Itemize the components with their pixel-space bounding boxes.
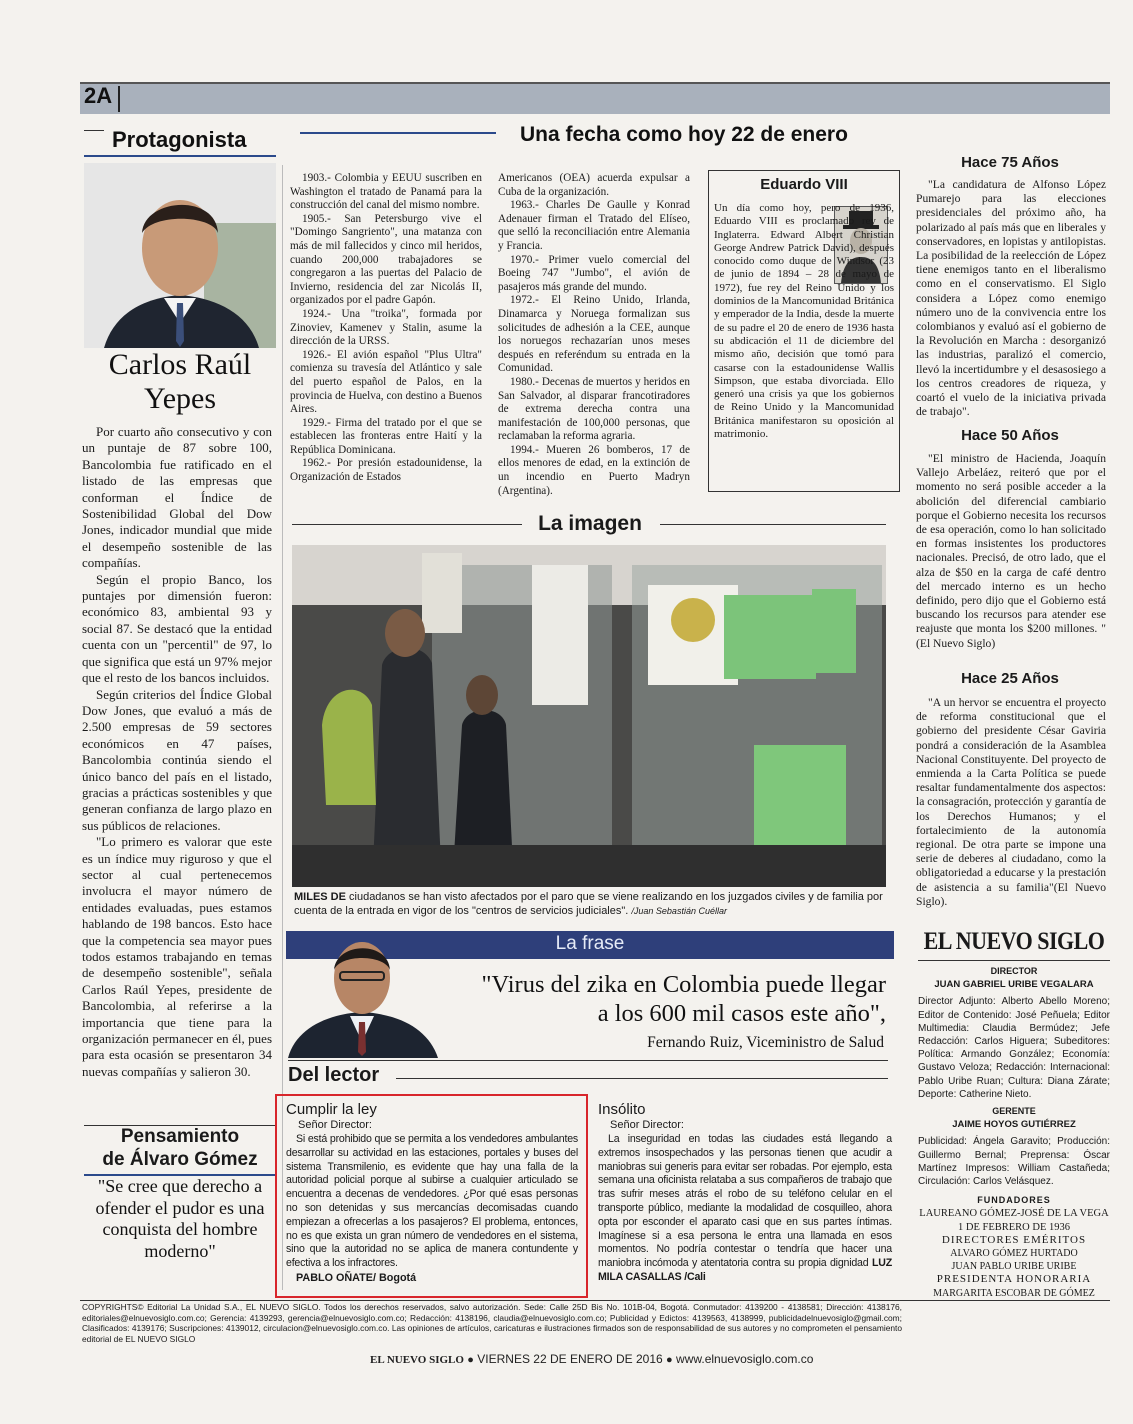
fecha-title-rule [300,132,496,134]
letter1-salutation: Señor Director: [298,1119,372,1131]
efemeride: 1970.- Primer vuelo comercial del Boeing 747 "Jumbo", el avión de pasajeros más grande del mundo. [498,253,690,293]
letter1-signature: PABLO OÑATE/ Bogotá [296,1272,417,1284]
fecha-col1 [290,172,482,485]
efemeride: Americanos (OEA) acuerda expulsar a Cuba de la organización. [498,172,690,198]
frase-bottom-rule [288,1060,888,1061]
protagonista-paragraph: Según el propio Banco, los puntajes por dimensión fueron: económico 83, ambiental 93 y social 87. Se destacó que la entidad cuenta con un "percentil" de 97, lo que significa que está un 97% mejor que el resto de los bancos incluidos. [82,571,272,686]
letter1-title: Cumplir la ley [286,1101,377,1118]
fecha-title: Una fecha como hoy 22 de enero [520,123,848,146]
protagonista-paragraph: "Lo primero es valorar que este es un índice muy riguroso y que el sector al cual pertenecemos involucra el mayor número de entidades evaluadas, pues estamos hablando de 198 bancos. Esto hace que la competencia sea mayor pues todos estamos trabajando en temas de desempeño sostenible", señala Carlos Raúl Yepes, presidente de Bancolombia, al referirse a la importancia que tiene para la organización permanecer en él, pues para esta ocasión se presentaron 34 nuevas compañías y salieron 30. [82,834,272,1079]
letter1-body: Si está prohibido que se permita a los vendedores ambulantes desarrollar su actividad en las estaciones, portales y buses del sistema Transmilenio, es evidente que hay una falla de la autoridad policial porque al subirse a cualquier articulado se encuentra a decenas de vendedores. ¿Por qué esas personas no son detenidas y sus mercancías decomisadas cuando empiezan a ofrecerlas a los pasajeros? El problema, entonces, no es que exista un gran número de vendedores en el sistema, sino que la autoridad no se aplica de manera contundente y efectiva a los infractores. [286,1133,578,1270]
protagonista-photo [84,163,276,348]
hace75-title: Hace 75 Años [961,154,1059,171]
page-number: 2A [84,83,113,108]
staff-block [918,965,1110,1300]
emerito1: ALVARO GÓMEZ HURTADO [950,1248,1078,1260]
folio [370,1352,850,1366]
photo-credit: /Juan Sebastián Cuéllar [631,905,727,916]
pensamiento-title-line2: de Álvaro Gómez [102,1149,258,1170]
page-header-band [80,82,1110,114]
protagonista-title-rule [84,155,276,157]
lector-rule [396,1078,888,1079]
emerito2: JUAN PABLO URIBE URIBE [951,1261,1077,1273]
letter2-text: La inseguridad en todas las ciudades está llegando a extremos insospechados y las personas tienen que acudir a maniobras sui generis para evitar ser robadas. Por ejemplo, esta semana una oficinista relataba a sus compañeros de trabajo que tras sufrir meses atrás el robo de su teléfono celular en el transporte público, mediante la modalidad de cosquilleo, ahora opta por esconder el aparato casi que en sus partes íntimas. Imagínese si a esa persona le entra una llamada en esos momentos. No podría contestar o tendría que hacer una maniobra incómoda y atentatoria contra su propia dignidad [598,1133,892,1270]
pensamiento-title-line1: Pensamiento [120,1126,240,1147]
honoraria-name: MARGARITA ESCOBAR DE GÓMEZ [933,1287,1095,1299]
gerente-name: JAIME HOYOS GUTIÉRREZ [952,1119,1076,1131]
fundacion-date: 1 DE FEBRERO DE 1936 [957,1221,1070,1233]
hace50-text: "El ministro de Hacienda, Joaquín Vallejo Arbeláez, reiteró que por el momento no será posible acceder a la abolición del diferencial cambiario porque el Gobierno necesita los recursos de esa operación, como lo han solicitado en formas insistentes los productores nacionales. Precisó, de otro lado, que el alza de $50 en la carga de café dentro del mercado interno es un hecho definido, pero dijo que el Gobierno está buscando los recursos para atender ese reajuste que monta los $200 millones. "(El Nuevo Siglo) [916,452,1106,650]
hace50-title: Hace 50 Años [961,427,1059,444]
photo-caption [294,891,886,918]
frase-quote-line1: "Virus del zika en Colombia puede llegar [481,971,886,998]
efemeride: 1963.- Charles De Gaulle y Konrad Adenauer firman el Tratado del Elíseo, que selló la reconciliación entre Alemania y Francia. [498,199,690,252]
eduardo-title: Eduardo VIII [760,176,848,193]
efemeride: 1905.- San Petersburgo vive el "Domingo Sangriento", una matanza con más de mil fallecidos y cinco mil heridos, cuando 200,000 trabajadores se congregaron a las puertas del Palacio de Invierno, residencia del zar Nicolás II, organizados por el padre Gapón. [290,212,482,307]
protagonista-name-line2: Yepes [144,382,216,415]
protagonista-paragraph: Por cuarto año consecutivo y con un puntaje de 87 sobre 100, Bancolombia fue ratificado en el listado de las empresas que conforman el Índice de Sostenibilidad Global del Dow Jones, indicador mundial que mide el desempeño sostenible de las compañías. [82,424,272,571]
folio-date: VIERNES 22 DE ENERO DE 2016 [477,1352,663,1366]
copyright-rule [80,1300,1110,1301]
frase-quote [440,970,886,1028]
hace75-text: "La candidatura de Alfonso López Pumarejo para las elecciones presidenciales del próximo año, ha polarizado al país más que en liberales y conservadores, en lopistas y antilopistas. La posibilidad de la reelección de López tiene enemigos tanto en el liberalismo como en el conservatismo. El Siglo considera a López como enemigo número uno de la convivencia entre los colombianos y evaluó así el gobierno de la Revolución en Marcha : desorganizó las industrias, paralizó el comercio, llevó la incertidumbre y el desasosiego a los centros creadores de riqueza, y coartó el vuelo de la iniciativa privada de trabajo". [916,178,1106,419]
bullet-icon: ● [666,1354,673,1366]
efemeride: 1962.- Por presión estadounidense, la Organización de Estados [290,457,482,484]
director-label: DIRECTOR [990,966,1038,976]
imagen-rule-right [660,524,886,525]
caption-lead: MILES DE [294,891,346,903]
caption-text: ciudadanos se han visto afectados por el paro que se viene realizando en los juzgados civiles y de familia por cuenta de la entrada en vigor de los "centros de servicios judiciales". [294,891,883,917]
eduardo-text: Un día como hoy, pero de 1936, Eduardo VIII es proclamado rey de Inglaterra. Edward Albert Christian George Andrew Patrick David), después conocido como duque de Windsor (23 de junio de 1894 – 28 de mayo de 1972), fue rey del Reino Unido y los dominios de la Mancomunidad Británica y emperador de la India, desde la muerte de su padre el 20 de enero de 1936 hasta su abdicación el 11 de diciembre del mismo año, decisión que tomó para casarse con la estadounidense Wallis Simpson, que estaba divorciada. Ello generó una crisis ya que los gobiernos de Reino Unido y la Mancomunidad Británica manifestaron su oposición al matrimonio. [714,202,894,441]
copyright-text: COPYRIGHTS© Editorial La Unidad S.A., EL NUEVO SIGLO. Todos los derechos reservados, salvo autorización. Sede: Calle 25D Bis No. 101B-04, Bogotá. Conmutador: 4139200 - 4138581; Dirección: 4138176, editoriales@elnuevosiglo.com.co; Gerencia: 4139293, gerencia@elnuevosiglo.com.co; Redacción: 4138196, claudia@elnuevosiglo.com.co; Publicidad y Edictos: 4139563, 4138999, publicidadelnuevosiglo@gmail.com; Clasificados: 4139176; Suscripciones: 4139012, circulacion@elnuevosiglo.com.co. Las opiniones de artículos, caricaturas e ilustraciones firmados son de responsabilidad de sus autores y no comprometen el pensamiento editorial de EL NUEVO SIGLO [82,1302,902,1344]
lector-title: Del lector [288,1064,380,1086]
frase-author: Fernando Ruiz, Viceministro de Salud [647,1034,884,1051]
gerente-label: GERENTE [992,1106,1036,1117]
protagonista-title: Protagonista [112,127,247,152]
letter2-title: Insólito [598,1101,646,1118]
protagonista-body [82,424,272,1080]
efemeride: 1980.- Decenas de muertos y heridos en San Salvador, al disparar francotiradores de extrema derecha contra una manifestación de 100,000 personas, que reclamaban la reforma agraria. [498,375,690,443]
efemeride: 1929.- Firma del tratado por el que se establecen las fronteras entre Haití y la República Dominicana. [290,416,482,456]
efemeride: 1924.- Una "troika", formada por Zinoviev, Kamenev y Stalin, asume la dirección de la URSS. [290,307,482,348]
staff-credits: Director Adjunto: Alberto Abello Moreno; Editor de Contenido: José Peñuela; Editor Multimedia: Claudia Bermúdez; Jefe Redacción: Carlos Higuera; Subeditores: Política: Armando González; Economía: Gustavo Veloza; Redacción: Internacional: Pablo Uribe Ruan; Cultura: Diana Zárate; Deporte: Catherine Nieto. [918,996,1110,1100]
main-photo [292,545,886,887]
staff-credits2: Publicidad: Ángela Garavito; Producción: Guillermo Bernal; Preprensa: Óscar Martínez Impresos: William Castañeda; Circulación: Carlos Velásquez. [918,1136,1110,1188]
letter2-body [598,1133,892,1285]
folio-masthead: EL NUEVO SIGLO [370,1354,464,1366]
folio-website: www.elnuevosiglo.com.co [676,1352,814,1366]
efemeride: 1926.- El avión español "Plus Ultra" comienza su travesía del Atlántico y sale del puerto español de Palos, en la provincia de Huelva, con destino a Buenos Aires. [290,348,482,416]
efemeride: 1994.- Mueren 26 bomberos, 17 de ellos menores de edad, en la extinción de un incendio en Puerto Madryn (Argentina). [498,443,690,497]
emeritos-label: DIRECTORES EMÉRITOS [941,1233,1087,1246]
frase-photo [288,932,438,1058]
efemeride: 1972.- El Reino Unido, Irlanda, Dinamarca y Noruega formalizan sus solicitudes de adhesión a la CEE, aunque los noruegos rechazarían unos meses después en referéndum su entrada en la Comunidad. [498,294,690,375]
hace25-text: "A un hervor se encuentra el proyecto de reforma constitucional que el gobierno del presidente César Gaviria pondrá a consideración de la Asamblea Nacional Constituyente. Del proyecto de enmienda a la Carta Política se puede resaltar fundamentalmente dos aspectos: la consagración, protección y garantía de los Derechos Humanos; y el fortalecimiento de la autonomía regional. De otra parte se impone una serie de deberes al ciudadano, como la obligatoriedad a educarse y la prestación de asistencia a su familia"(El Nuevo Siglo). [916,696,1106,908]
pensamiento-quote: "Se cree que derecho a ofender el pudor es una conquista del hombre moderno" [95,1176,265,1261]
letter2-signature: LUZ MILA CASALLAS /Cali [598,1257,892,1283]
hace25-title: Hace 25 Años [961,670,1059,687]
imagen-rule-left [292,524,522,525]
fundadores-names: LAUREANO GÓMEZ-JOSÉ DE LA VEGA [919,1208,1109,1220]
honoraria-label: PRESIDENTA HONORARIA [936,1273,1092,1286]
bullet-icon: ● [467,1354,474,1366]
frase-quote-line2: a los 600 mil casos este año", [597,1000,886,1027]
fecha-col2 [498,172,690,498]
efemeride: 1903.- Colombia y EEUU suscriben en Washington el tratado de Panamá para la construcción del canal del mismo nombre. [290,172,482,212]
protagonista-rule-left [84,130,104,131]
frase-label: La frase [555,933,625,954]
imagen-title: La imagen [538,512,642,535]
staff-logo: EL NUEVO SIGLO [923,926,1105,955]
header-divider [118,86,120,112]
protagonista-name-line1: Carlos Raúl [108,348,252,381]
pensamiento-title [84,1125,276,1171]
staff-logo-rule [918,960,1110,961]
fundadores-label: FUNDADORES [977,1195,1051,1206]
protagonista-paragraph: Según criterios del Índice Global Dow Jones, que evaluó a más de 2.500 empresas de 59 sectores económicos en 47 países, Bancolombia continúa siendo el único banco del país en el listado, gracias a prácticas sostenibles y que generan confianza de largo plazo en sus públicos de relaciones. [82,686,272,833]
letter2-salutation: Señor Director: [610,1119,684,1131]
director-name: JUAN GABRIEL URIBE VEGALARA [934,979,1094,991]
